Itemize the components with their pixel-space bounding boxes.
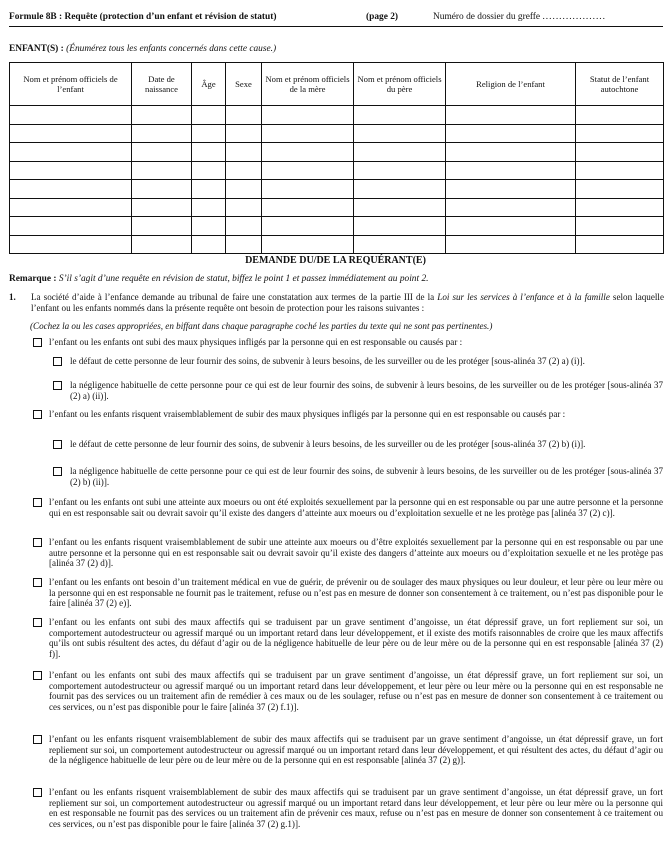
table-cell[interactable]	[354, 161, 446, 180]
table-cell[interactable]	[576, 180, 664, 199]
form-header	[9, 12, 663, 22]
table-cell[interactable]	[446, 235, 576, 254]
instruction-note: (Cochez la ou les cases appropriées, en biffant dans chaque paragraphe coché les parties du texte qui ne sont pas pertinentes.)	[30, 321, 493, 331]
option-text: l’enfant ou les enfants ont subi des maux affectifs qui se traduisent par un grave sentiment d’angoisse, un état dépressif grave, un fort repliement sur soi, un comportement autodestructeur ou agressif marqué ou un important retard dans leur développement, et leur père ou leur mère ou la personne qui en est responsable ne fournit pas des services ou un traitement afin de remédier à ces maux ou de les soulager, refuse ou n’est pas en mesure de donner son consentement à ce traitement ou ces services, ou n’est pas disponible pour le faire [alinéa 37 (2) f.1)].	[49, 670, 663, 712]
section-title: DEMANDE DU/DE LA REQUÉRANT(E)	[245, 255, 426, 266]
table-cell[interactable]	[354, 235, 446, 254]
option-text: le défaut de cette personne de leur fournir des soins, de subvenir à leurs besoins, de les surveiller ou de les protéger [sous-alinéa 37 (2) b) (i)].	[70, 439, 586, 449]
table-cell[interactable]	[132, 161, 192, 180]
option-checkbox[interactable]	[33, 671, 42, 680]
table-cell[interactable]	[10, 161, 132, 180]
table-row	[10, 106, 664, 125]
col-father-name: Nom et prénom officiels du père	[354, 63, 446, 106]
table-cell[interactable]	[192, 198, 226, 217]
option-text: l’enfant ou les enfants ont subi une atteinte aux moeurs ou ont été exploités sexuellement par la personne qui en est responsable ou par une autre personne et la personne qui en est responsable sait ou devrait savoir qu’il existe des dangers d’atteinte aux moeurs ou d’exploitation sexuelle et ne les protège pas [alinéa 37 (2) c)].	[49, 497, 663, 518]
table-cell[interactable]	[576, 198, 664, 217]
table-cell[interactable]	[446, 161, 576, 180]
option-checkbox[interactable]	[33, 578, 42, 587]
col-child-name: Nom et prénom officiels de l’enfant	[10, 63, 132, 106]
table-cell[interactable]	[192, 217, 226, 236]
option-text: l’enfant ou les enfants ont besoin d’un traitement médical en vue de guérir, de prévenir ou de soulager des maux physiques ou leur douleur, et leur père ou leur mère ou la personne qui en est responsable ne fournit pas le traitement, refuse ou n’est pas en mesure de donner son consentement à ce traitement, ou n’est pas disponible pour le faire [alinéa 37 (2) e)].	[49, 577, 663, 608]
table-cell[interactable]	[132, 106, 192, 125]
col-mother-name: Nom et prénom officiels de la mère	[262, 63, 354, 106]
table-cell[interactable]	[446, 106, 576, 125]
children-instruction: (Énumérez tous les enfants concernés dans cette cause.)	[66, 44, 277, 54]
children-heading	[9, 44, 276, 54]
law-title: Loi sur les services à l’enfance et à la famille	[437, 292, 610, 302]
col-birth-date: Date de naissance	[132, 63, 192, 106]
option-text: l’enfant ou les enfants risquent vraisemblablement de subir des maux affectifs qui se traduisent par un grave sentiment d’angoisse, un état dépressif grave, un fort repliement sur soi, un comportement autodestructeur ou agressif marqué ou un important retard dans leur développement, et leur père ou leur mère ou la personne qui en est responsable ne fournit pas des services ou un traitement afin de prévenir ces maux, refuse ou n’est pas en mesure de donner son consentement à ce traitement ou ces services, ou n’est pas disponible pour le faire [alinéa 37 (2) g.1)].	[49, 787, 663, 829]
children-table	[9, 62, 664, 254]
table-cell[interactable]	[192, 161, 226, 180]
table-cell[interactable]	[262, 217, 354, 236]
table-cell[interactable]	[192, 143, 226, 162]
table-cell[interactable]	[446, 198, 576, 217]
option-checkbox[interactable]	[53, 440, 62, 449]
table-cell[interactable]	[226, 106, 262, 125]
table-cell[interactable]	[262, 198, 354, 217]
option-text: l’enfant ou les enfants risquent vraisemblablement de subir des maux affectifs qui se traduisent par un grave sentiment d’angoisse, un état dépressif grave, un fort repliement sur soi, un comportement autodestructeur ou agressif marqué ou un important retard dans leur développement, et qui résultent des actes, du défaut d’agir ou de la négligence habituelle de leur père ou de leur mère ou de la personne qui en est responsable [alinéa 37 (2) g)].	[49, 734, 663, 765]
table-cell[interactable]	[226, 235, 262, 254]
header-rule	[9, 26, 663, 27]
table-row	[10, 217, 664, 236]
table-cell[interactable]	[576, 161, 664, 180]
remark-label: Remarque :	[9, 274, 57, 284]
table-cell[interactable]	[262, 143, 354, 162]
table-cell[interactable]	[354, 106, 446, 125]
table-cell[interactable]	[226, 198, 262, 217]
option-checkbox[interactable]	[33, 498, 42, 507]
table-cell[interactable]	[10, 198, 132, 217]
col-religion: Religion de l’enfant	[446, 63, 576, 106]
item-number: 1.	[9, 292, 16, 302]
table-cell[interactable]	[132, 235, 192, 254]
table-cell[interactable]	[262, 106, 354, 125]
children-label: ENFANT(S) :	[9, 44, 64, 54]
col-age: Âge	[192, 63, 226, 106]
table-cell[interactable]	[226, 143, 262, 162]
option-checkbox[interactable]	[53, 467, 62, 476]
option-checkbox[interactable]	[33, 788, 42, 797]
option-checkbox[interactable]	[33, 538, 42, 547]
table-cell[interactable]	[576, 124, 664, 143]
table-cell[interactable]	[226, 180, 262, 199]
table-cell[interactable]	[576, 106, 664, 125]
table-cell[interactable]	[354, 143, 446, 162]
table-cell[interactable]	[576, 217, 664, 236]
table-cell[interactable]	[192, 124, 226, 143]
table-row	[10, 235, 664, 254]
table-row	[10, 124, 664, 143]
page-label: (page 2)	[366, 12, 399, 22]
table-header-row	[10, 63, 664, 106]
table-cell[interactable]	[192, 106, 226, 125]
option-checkbox[interactable]	[53, 357, 62, 366]
option-text: l’enfant ou les enfants ont subi des maux affectifs qui se traduisent par un grave sentiment d’angoisse, un état dépressif grave, un fort repliement sur soi, un comportement autodestructeur ou agressif marqué ou un important retard dans leur développement, et il existe des motifs raisonnables de croire que les maux affectifs qu’ils ont subis résultent des actes, du défaut d’agir ou de la négligence habituelle de leur père ou de leur mère ou de la personne qui en est responsable [alinéa 37 (2) f)].	[49, 617, 663, 659]
table-cell[interactable]	[354, 124, 446, 143]
table-cell[interactable]	[262, 124, 354, 143]
option-text: l’enfant ou les enfants risquent vraisemblablement de subir une atteinte aux moeurs ou d’être exploités sexuellement par la personne qui en est responsable ou par une autre personne et la personne qui en est responsable sait ou devrait savoir qu’il existe des dangers d’atteinte aux moeurs ou d’exploitation sexuelle et ne les protège pas [alinéa 37 (2) d)].	[49, 537, 663, 568]
option-text: le défaut de cette personne de leur fournir des soins, de subvenir à leurs besoins, de les surveiller ou de les protéger [sous-alinéa 37 (2) a) (i)].	[70, 356, 585, 366]
table-cell[interactable]	[10, 143, 132, 162]
table-cell[interactable]	[576, 143, 664, 162]
option-checkbox[interactable]	[33, 735, 42, 744]
table-cell[interactable]	[132, 217, 192, 236]
remark	[9, 274, 428, 284]
table-row	[10, 198, 664, 217]
table-cell[interactable]	[262, 235, 354, 254]
table-cell[interactable]	[10, 217, 132, 236]
table-cell[interactable]	[446, 180, 576, 199]
table-cell[interactable]	[226, 124, 262, 143]
option-checkbox[interactable]	[53, 381, 62, 390]
table-cell[interactable]	[10, 180, 132, 199]
table-cell[interactable]	[10, 106, 132, 125]
option-text: l’enfant ou les enfants ont subi des maux physiques infligés par la personne qui en est responsable ou causés par :	[49, 337, 463, 347]
table-cell[interactable]	[132, 143, 192, 162]
file-number	[433, 12, 606, 22]
table-cell[interactable]	[446, 143, 576, 162]
table-cell[interactable]	[262, 180, 354, 199]
table-cell[interactable]	[226, 217, 262, 236]
item-1	[9, 292, 664, 313]
table-row	[10, 161, 664, 180]
table-cell[interactable]	[262, 161, 354, 180]
table-cell[interactable]	[192, 235, 226, 254]
table-cell[interactable]	[226, 161, 262, 180]
col-sex: Sexe	[226, 63, 262, 106]
table-cell[interactable]	[132, 124, 192, 143]
table-row	[10, 180, 664, 199]
table-cell[interactable]	[10, 235, 132, 254]
table-cell[interactable]	[576, 235, 664, 254]
table-cell[interactable]	[354, 198, 446, 217]
option-text: l’enfant ou les enfants risquent vraisemblablement de subir des maux physiques infligés par la personne qui en est responsable ou causés par :	[49, 409, 566, 419]
option-checkbox[interactable]	[33, 338, 42, 347]
option-text: la négligence habituelle de cette personne pour ce qui est de leur fournir des soins, de subvenir à leurs besoins, de les surveiller ou de les protéger [sous-alinéa 37 (2) b) (ii)].	[70, 466, 663, 487]
table-cell[interactable]	[132, 180, 192, 199]
file-number-field[interactable]: ...................	[542, 12, 606, 22]
table-cell[interactable]	[354, 217, 446, 236]
table-row	[10, 143, 664, 162]
table-cell[interactable]	[192, 180, 226, 199]
table-cell[interactable]	[446, 124, 576, 143]
file-number-label: Numéro de dossier du greffe	[433, 12, 541, 22]
form-title: Formule 8B : Requête (protection d’un enfant et révision de statut)	[9, 12, 277, 22]
table-cell[interactable]	[132, 198, 192, 217]
table-cell[interactable]	[446, 217, 576, 236]
option-checkbox[interactable]	[33, 410, 42, 419]
table-cell[interactable]	[354, 180, 446, 199]
item-1-intro: La société d’aide à l’enfance demande au tribunal de faire une constatation aux termes de la partie III de la Loi sur les services à l’enfance et à la famille selon laquelle l’enfant ou les enfants nommés dans la présente requête ont besoin de protection pour les raisons suivantes :	[31, 292, 664, 313]
remark-text: S’il s’agit d’une requête en révision de statut, biffez le point 1 et passez immédiatement au point 2.	[58, 274, 429, 284]
col-native-status: Statut de l’enfant autochtone	[576, 63, 664, 106]
option-text: la négligence habituelle de cette personne pour ce qui est de leur fournir des soins, de subvenir à leurs besoins, de les surveiller ou de les protéger [sous-alinéa 37 (2) a) (ii)].	[70, 380, 663, 401]
option-checkbox[interactable]	[33, 618, 42, 627]
table-cell[interactable]	[10, 124, 132, 143]
